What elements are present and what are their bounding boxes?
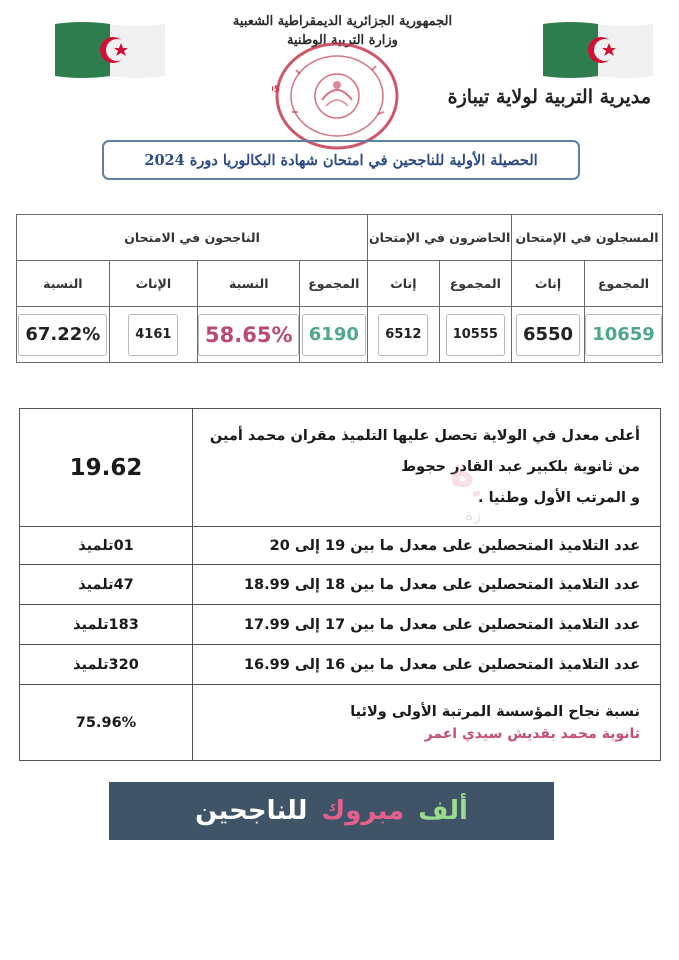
best-school-rate: 75.96% bbox=[20, 685, 193, 761]
subheader-reg-total: المجموع bbox=[585, 261, 663, 307]
congratulations-banner bbox=[109, 782, 554, 840]
range-label: عدد التلاميذ المتحصلين على معدل ما بين 17 إلى 17.99 bbox=[193, 605, 661, 645]
range-count: 47تلميذ bbox=[20, 565, 193, 605]
subheader-pass-total: المجموع bbox=[300, 261, 368, 307]
table-row bbox=[20, 565, 661, 605]
subheader-pass-female-rate: النسبة bbox=[17, 261, 110, 307]
value-pres-total: 10555 bbox=[446, 314, 505, 356]
value-pass-total: 6190 bbox=[302, 314, 366, 356]
seal-number: 5 bbox=[273, 85, 280, 95]
results-table bbox=[19, 408, 661, 761]
range-count: 183تلميذ bbox=[20, 605, 193, 645]
header-registered: المسجلون في الإمتحان bbox=[512, 215, 663, 261]
subheader-pass-female: الإناث bbox=[109, 261, 197, 307]
table-row bbox=[20, 605, 661, 645]
value-reg-female: 6550 bbox=[516, 314, 580, 356]
best-school-name: ثانوية محمد بقديش سيدي اعمر bbox=[424, 725, 640, 742]
directorate-name: مديرية التربية لولاية تيبازة bbox=[447, 86, 651, 108]
subheader-reg-female: إناث bbox=[512, 261, 585, 307]
range-count: 320تلميذ bbox=[20, 645, 193, 685]
range-label: عدد التلاميذ المتحصلين على معدل ما بين 19 إلى 20 bbox=[193, 527, 661, 565]
official-seal-icon bbox=[272, 40, 402, 152]
republic-name: الجمهورية الجزائرية الديمقراطية الشعبية bbox=[232, 14, 453, 29]
ministry-name: وزارة التربية الوطنية bbox=[287, 33, 398, 48]
algerian-flag-left-icon bbox=[55, 20, 165, 80]
subheader-pass-rate: النسبة bbox=[198, 261, 300, 307]
subheader-pres-female: إناث bbox=[368, 261, 439, 307]
range-label: عدد التلاميذ المتحصلين على معدل ما بين 18 إلى 18.99 bbox=[193, 565, 661, 605]
top-student-line3: و المرتب الأول وطنيا . bbox=[478, 490, 640, 506]
best-school-label: نسبة نجاح المؤسسة المرتبة الأولى ولائيا bbox=[350, 703, 640, 720]
value-pass-female: 4161 bbox=[128, 314, 178, 356]
header-present: الحاضرون في الإمتحان bbox=[368, 215, 512, 261]
best-school-cell bbox=[193, 685, 661, 761]
top-student-score: 19.62 bbox=[20, 409, 193, 527]
value-pass-female-rate: 67.22% bbox=[18, 314, 107, 356]
watermark-sub: زة bbox=[465, 505, 480, 524]
banner-word3: للناجحين bbox=[195, 796, 308, 826]
header-passed: الناجحون في الامتحان bbox=[17, 215, 368, 261]
table-row bbox=[20, 527, 661, 565]
table-row bbox=[20, 645, 661, 685]
algerian-flag-right-icon bbox=[543, 20, 653, 80]
top-student-line2: من ثانوية بلكبير عبد القادر حجوط bbox=[401, 459, 640, 475]
range-count: 01تلميذ bbox=[20, 527, 193, 565]
value-pass-rate: 58.65% bbox=[198, 314, 299, 356]
top-student-description bbox=[193, 409, 661, 527]
banner-word1: ألف bbox=[418, 796, 468, 826]
range-label: عدد التلاميذ المتحصلين على معدل ما بين 16 إلى 16.99 bbox=[193, 645, 661, 685]
banner-word2: مبروك bbox=[321, 796, 405, 826]
top-student-line1: أعلى معدل في الولاية تحصل عليها التلميذ مقران محمد أمين bbox=[209, 428, 640, 444]
value-reg-total: 10659 bbox=[585, 314, 662, 356]
subheader-pres-total: المجموع bbox=[439, 261, 511, 307]
watermark-main: ة bbox=[450, 447, 475, 496]
stats-table bbox=[16, 214, 663, 363]
page-title: الحصيلة الأولية للناجحين في امتحان شهادة البكالوريا دورة 2024 bbox=[102, 140, 580, 180]
value-pres-female: 6512 bbox=[378, 314, 428, 356]
